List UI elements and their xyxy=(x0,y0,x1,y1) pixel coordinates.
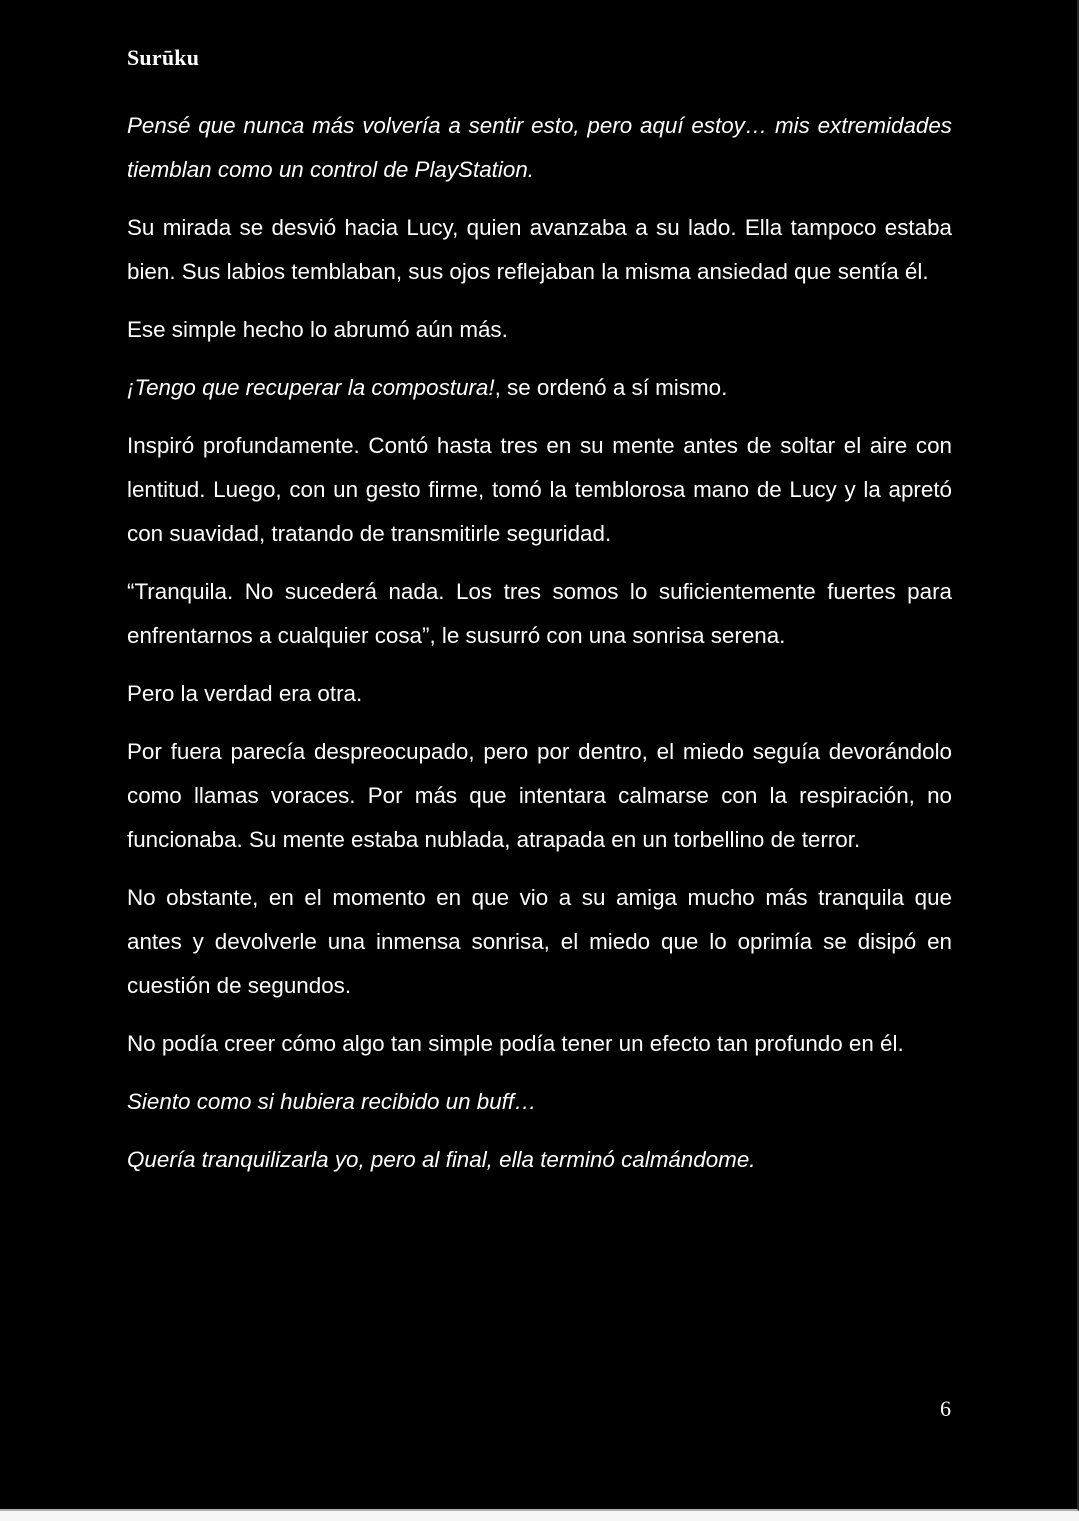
inner-thought-text: Quería tranquilizarla yo, pero al final, ella terminó calmándome. xyxy=(127,1147,756,1172)
running-head-title: Surūku xyxy=(127,45,200,70)
paragraph-5 xyxy=(127,424,952,556)
paragraph-4 xyxy=(127,366,952,410)
paragraph-1 xyxy=(127,104,952,192)
narration-text: Inspiró profundamente. Contó hasta tres en su mente antes de soltar el aire con lentitud. Luego, con un gesto firme, tomó la temblorosa mano de Lucy y la apretó con suavidad, tratando de transmitirle seguridad. xyxy=(127,433,952,546)
paragraph-9 xyxy=(127,876,952,1008)
paragraph-3 xyxy=(127,308,952,352)
paragraph-6 xyxy=(127,570,952,658)
narration-text: Por fuera parecía despreocupado, pero por dentro, el miedo seguía devorándolo como llamas voraces. Por más que intentara calmarse con la respiración, no funcionaba. Su mente estaba nublada, atrapada en un torbellino de terror. xyxy=(127,739,952,852)
narration-text: No obstante, en el momento en que vio a su amiga mucho más tranquila que antes y devolverle una inmensa sonrisa, el miedo que lo oprimía se disipó en cuestión de segundos. xyxy=(127,885,952,998)
inner-thought-text: Siento como si hubiera recibido un buff… xyxy=(127,1089,537,1114)
narration-text: Su mirada se desvió hacia Lucy, quien avanzaba a su lado. Ella tampoco estaba bien. Sus labios temblaban, sus ojos reflejaban la misma ansiedad que sentía él. xyxy=(127,215,952,284)
paragraph-10 xyxy=(127,1022,952,1066)
narration-text: No podía creer cómo algo tan simple podía tener un efecto tan profundo en él. xyxy=(127,1031,904,1056)
paragraph-12 xyxy=(127,1138,952,1182)
dialogue-text: “Tranquila. No sucederá nada. Los tres somos lo suficientemente fuertes para enfrentarnos a cualquier cosa”, le susurró con una sonrisa serena. xyxy=(127,579,952,648)
narration-text: , se ordenó a sí mismo. xyxy=(494,375,728,400)
paragraph-2 xyxy=(127,206,952,294)
body-text xyxy=(127,104,952,1196)
paragraph-8 xyxy=(127,730,952,862)
page-number: 6 xyxy=(940,1396,951,1421)
inner-thought-text: Pensé que nunca más volvería a sentir esto, pero aquí estoy… mis extremidades tiemblan como un control de PlayStation. xyxy=(127,113,952,182)
paragraph-11 xyxy=(127,1080,952,1124)
inner-thought-text: ¡Tengo que recuperar la compostura! xyxy=(127,375,495,400)
narration-text: Ese simple hecho lo abrumó aún más. xyxy=(127,317,508,342)
paragraph-7 xyxy=(127,672,952,716)
narration-text: Pero la verdad era otra. xyxy=(127,681,363,706)
